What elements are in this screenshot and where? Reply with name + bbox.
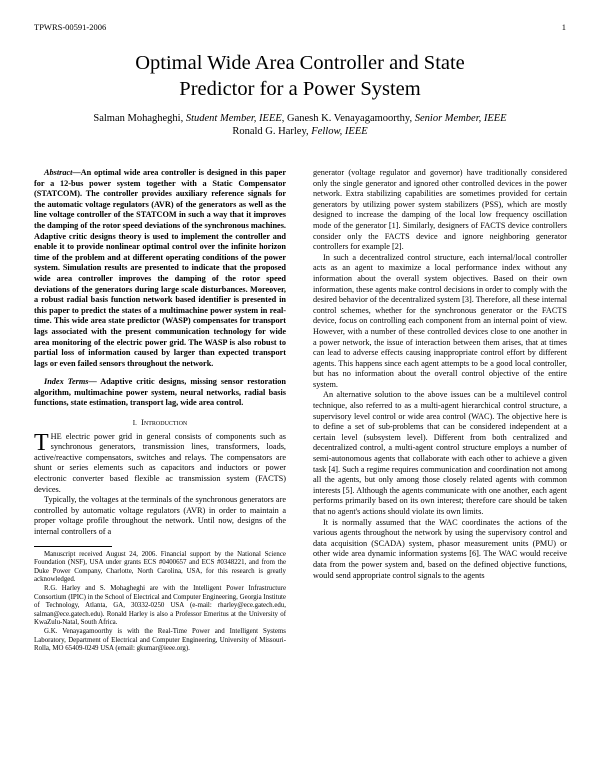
author-name: Salman Mohagheghi, — [93, 113, 186, 124]
paragraph: In such a decentralized control structure, each internal/local controller acts as an agent to maximize a local performance index without any information about the overall system objectives. Based on their own information, these agents make control decisions in order to comply with the desired behavior of the decentralized system [3]. Therefore, all these internal control schemes, whether for the synchronous generator or the FACTS device, focus on controlling each component from an internal point of view. However, with a number of these controlled devices close to one another in a power network, the issue of interaction between them arises, that at times can lead to adverse effects causing inappropriate control effort by different agents. This happens since each agent attempts to be a good local controller, but has no information about the overall control objective of the entire system. — [313, 252, 567, 389]
author-name: Ronald G. Harley, — [232, 126, 312, 137]
manuscript-id: TPWRS-00591-2006 — [34, 22, 107, 32]
title-line-1: Optimal Wide Area Controller and State — [135, 52, 465, 74]
paragraph-text: HE electric power grid in general consists of components such as synchronous generators, transmission lines, transformers, loads, active/reactive compensators, switches and relays. The compensators are shunt or series elements such as capacitors and inductors or power electronic converter based flexible ac transmission system (FACTS) devices. — [34, 431, 286, 494]
author-name: , Ganesh K. Venayagamoorthy, — [281, 113, 415, 124]
intro-paragraph-2: Typically, the voltages at the terminals of the synchronous generators are controlled by automatic voltage regulators (AVR) in order to maintain a proper voltage profile throughout the network. Until now, designs of the internal controllers of a — [34, 495, 286, 536]
footnote-divider — [34, 546, 112, 547]
paper-title — [40, 50, 560, 102]
author-line-2 — [40, 125, 560, 138]
drop-cap: T — [34, 429, 49, 456]
footnote-3: G.K. Venayagamoorthy is with the Real-Time Power and Intelligent Systems Laboratory, Department of Electrical and Computer Engineering, University of Missouri-Rolla, MO 65409-0249 USA (email: gkumar@ieee.org). — [34, 627, 286, 653]
left-column — [34, 168, 286, 654]
index-terms-label: Index Terms — [44, 377, 89, 387]
paragraph: generator (voltage regulator and governor) have traditionally considered only the single generator and ignored other controlled devices in the power network. Extra stabilizing capabilities are sometimes provided for certain generators by utilizing power system stabilizers (PSS), which are mostly designed to increase the damping of the local low frequency oscillation mode of the generator [1]. Similarly, designers of FACTS device controllers consider only the FACTS device and ignore neighboring generator controllers for example [2]. — [313, 168, 567, 252]
section-number: I. — [132, 419, 137, 428]
author-block — [40, 112, 560, 138]
abstract — [34, 168, 286, 369]
right-column — [313, 168, 567, 581]
running-header — [34, 22, 566, 32]
page-number: 1 — [561, 22, 566, 32]
abstract-label: Abstract — [44, 168, 73, 177]
author-role: Fellow, IEEE — [311, 126, 368, 137]
footnote-1: Manuscript received August 24, 2006. Financial support by the National Science Foundation (NSF), USA under grants ECS #0400657 and ECS #0348221, and from the Duke Power Company, Charlotte, North Carolina, USA, for this research is greatly acknowledged. — [34, 550, 286, 584]
section-title: Introduction — [141, 417, 188, 428]
intro-paragraph-1 — [34, 429, 286, 496]
title-line-2: Predictor for a Power System — [179, 78, 421, 100]
abstract-text: —An optimal wide area controller is designed in this paper for a 12-bus power system together with a Static Compensator (STATCOM). The controller provides auxiliary reference signals for the automatic voltage regulators (AVR) of the generators as well as the line voltage controller of the STATCOM in such a way that it improves the damping of the rotor speed deviations of the synchronous machines. Adaptive critic designs theory is used to implement the controller and enable it to provide nonlinear optimal control over the infinite horizon time of the problem and at different operating conditions of the power system. Simulation results are presented to indicate that the proposed wide area controller improves the damping of the rotor speed deviations of the generators during large scale disturbances. Moreover, a robust radial basis function network based identifier is presented in this paper to predict the states of a multimachine power system in real-time. This wide area state predictor (WASP) compensates for transport lags associated with the present communication technology for wide area monitoring of the electric power grid. The WASP is also robust to partial loss of information caused by larger than expected transport lags or even failed sensors throughout the network. — [34, 168, 286, 368]
author-role: Senior Member, IEEE — [414, 113, 507, 124]
footnote-2: R.G. Harley and S. Mohagheghi are with the Intelligent Power Infrastructure Consortium (IPIC) in the School of Electrical and Computer Engineering, Georgia Institute of Technology, Atlanta, GA, 30332-0250 USA (e-mail: rharley@ece.gatech.edu, salman@ece.gatech.edu). Ronald Harley is also a Professor Emeritus at the University of KwaZulu-Natal, South Africa. — [34, 584, 286, 627]
paragraph: An alternative solution to the above issues can be a multilevel control technique, also referred to as a multi-agent hierarchical control structure, a supervisory level control or wide area control (WAC). The objective here is to define a set of sub-problems that can be considered independent at a certain level (subsystem level). Different from both centralized and decentralized control, a multi-agent control structure employs a number of semi-autonomous agents that collaborate with each other to achieve a given task [4]. Such a regime requires communication and coordination not among all the agents, but only among those closely related agents with common interests [5]. Although the agents communicate with one another, each agent performs primarily based on its own interest; therefore care should be taken that no agent's actions should violate its own limits. — [313, 390, 567, 516]
paragraph: It is normally assumed that the WAC coordinates the actions of the various agents throughout the network by using the supervisory control and data acquisition (SCADA) system, phasor measurement units (PMU) or other wide area dynamic information systems [6]. The WAC would receive data from the power system and, based on the defined objective functions, would send appropriate control signals to the agents — [313, 517, 567, 580]
author-line-1 — [40, 112, 560, 125]
index-terms-text: — Adaptive critic designs, missing sensor restoration algorithm, multimachine power system, neural networks, radial basis functions, state estimation, transport lag, wide area control. — [34, 377, 286, 408]
index-terms — [34, 377, 286, 409]
section-heading — [34, 417, 286, 429]
author-role: Student Member, IEEE — [185, 113, 282, 124]
